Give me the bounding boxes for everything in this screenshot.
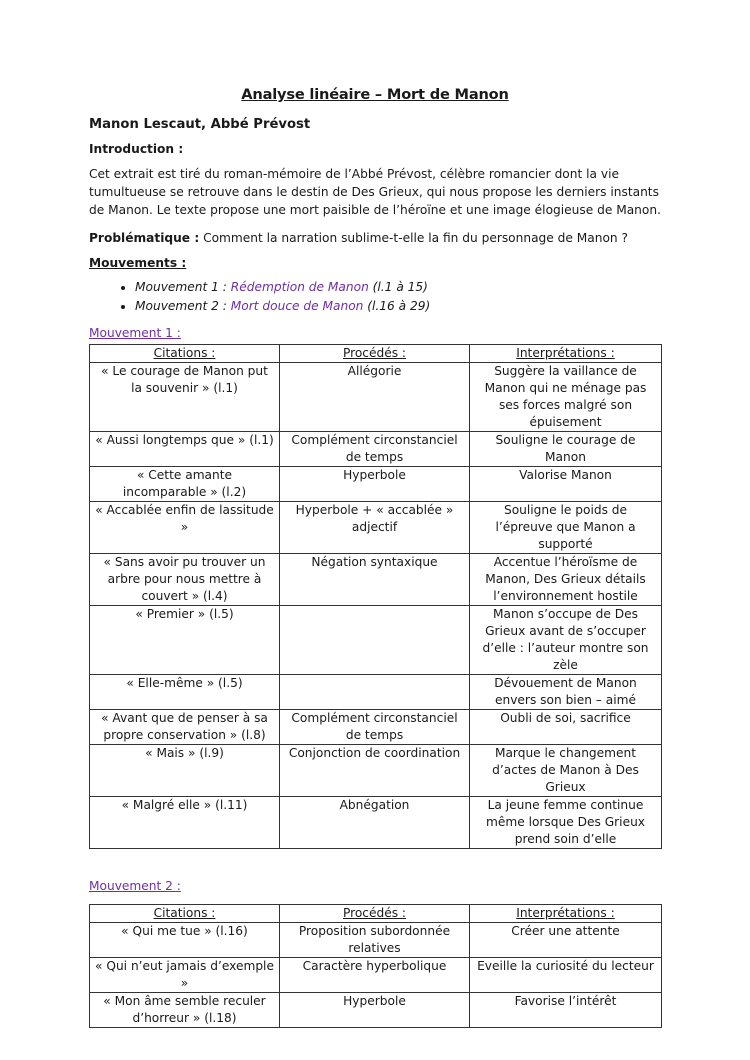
work-subtitle: Manon Lescaut, Abbé Prévost [89, 117, 311, 132]
cell-procede: Hyperbole [280, 993, 470, 1028]
header-procedes: Procédés : [280, 905, 470, 923]
analysis-table-1 [89, 344, 662, 849]
problematique-label: Problématique : [89, 231, 200, 245]
cell-citation: « Premier » (l.5) [90, 606, 280, 675]
cell-procede: Proposition subordonnée relatives [280, 923, 470, 958]
analysis-table-2 [89, 904, 662, 1028]
cell-interpretation: Marque le changement d’actes de Manon à Des Grieux [470, 745, 662, 797]
cell-citation: « Mon âme semble reculer d’horreur » (l.18) [90, 993, 280, 1028]
mouvements-heading: Mouvements : [89, 256, 187, 270]
cell-citation: « Cette amante incomparable » (l.2) [90, 467, 280, 502]
cell-procede: Négation syntaxique [280, 554, 470, 606]
cell-interpretation: Créer une attente [470, 923, 662, 958]
mouvement-prefix: Mouvement 2 : [135, 299, 231, 313]
cell-interpretation: Favorise l’intérêt [470, 993, 662, 1028]
cell-citation: « Avant que de penser à sa propre conservation » (l.8) [90, 710, 280, 745]
list-item [135, 278, 661, 297]
list-item [135, 297, 661, 316]
mouvements-list [89, 278, 661, 316]
document-page [89, 86, 661, 1028]
cell-citation: « Qui me tue » (l.16) [90, 923, 280, 958]
cell-procede: Caractère hyperbolique [280, 958, 470, 993]
cell-citation: « Elle-même » (l.5) [90, 675, 280, 710]
mouvement-prefix: Mouvement 1 : [135, 280, 231, 294]
cell-procede: Hyperbole + « accablée » adjectif [280, 502, 470, 554]
table-row [90, 675, 662, 710]
cell-citation: « Mais » (l.9) [90, 745, 280, 797]
intro-heading: Introduction : [89, 142, 184, 156]
table-header-row [90, 905, 662, 923]
header-interpretations: Interprétations : [470, 345, 662, 363]
cell-procede: Conjonction de coordination [280, 745, 470, 797]
table-row [90, 606, 662, 675]
cell-interpretation: Accentue l’héroïsme de Manon, Des Grieux détails l’environnement hostile [470, 554, 662, 606]
table-row [90, 958, 662, 993]
cell-interpretation: Manon s’occupe de Des Grieux avant de s’occuper d’elle : l’auteur montre son zèle [470, 606, 662, 675]
cell-interpretation: Souligne le poids de l’épreuve que Manon a supporté [470, 502, 662, 554]
cell-citation: « Qui n’eut jamais d’exemple » [90, 958, 280, 993]
table-row [90, 993, 662, 1028]
table-row [90, 554, 662, 606]
cell-interpretation: La jeune femme continue même lorsque Des Grieux prend soin d’elle [470, 797, 662, 849]
cell-interpretation: Eveille la curiosité du lecteur [470, 958, 662, 993]
cell-interpretation: Suggère la vaillance de Manon qui ne ménage pas ses forces malgré son épuisement [470, 363, 662, 432]
table-row [90, 432, 662, 467]
cell-procede: Complément circonstanciel de temps [280, 432, 470, 467]
cell-procede [280, 675, 470, 710]
cell-citation: « Le courage de Manon put la souvenir » (l.1) [90, 363, 280, 432]
table-row [90, 797, 662, 849]
page-title: Analyse linéaire – Mort de Manon [241, 86, 509, 103]
cell-interpretation: Oubli de soi, sacrifice [470, 710, 662, 745]
table-row [90, 710, 662, 745]
header-citations: Citations : [90, 345, 280, 363]
cell-procede: Hyperbole [280, 467, 470, 502]
section-2-label: Mouvement 2 : [89, 879, 181, 893]
header-interpretations: Interprétations : [470, 905, 662, 923]
cell-citation: « Malgré elle » (l.11) [90, 797, 280, 849]
problematique-text: Comment la narration sublime-t-elle la fin du personnage de Manon ? [199, 231, 629, 245]
header-citations: Citations : [90, 905, 280, 923]
table-row [90, 467, 662, 502]
mouvement-title: Mort douce de Manon [230, 299, 364, 313]
intro-paragraph: Cet extrait est tiré du roman-mémoire de l’Abbé Prévost, célèbre romancier dont la vie tumultueuse se retrouve dans le destin de Des Grieux, qui nous propose les derniers instants de Manon. Le texte propose une mort paisible de l’héroïne et une image élogieuse de Manon. [89, 167, 661, 217]
table-row [90, 923, 662, 958]
cell-interpretation: Dévouement de Manon envers son bien – aimé [470, 675, 662, 710]
cell-procede: Allégorie [280, 363, 470, 432]
table-row [90, 745, 662, 797]
cell-interpretation: Valorise Manon [470, 467, 662, 502]
cell-citation: « Sans avoir pu trouver un arbre pour nous mettre à couvert » (l.4) [90, 554, 280, 606]
table-row [90, 363, 662, 432]
mouvement-title: Rédemption de Manon [230, 280, 369, 294]
table-row [90, 502, 662, 554]
table-header-row [90, 345, 662, 363]
problematique [89, 229, 661, 247]
cell-procede: Abnégation [280, 797, 470, 849]
mouvement-range: (l.16 à 29) [363, 299, 431, 313]
cell-citation: « Aussi longtemps que » (l.1) [90, 432, 280, 467]
cell-procede: Complément circonstanciel de temps [280, 710, 470, 745]
mouvement-range: (l.1 à 15) [368, 280, 428, 294]
cell-interpretation: Souligne le courage de Manon [470, 432, 662, 467]
header-procedes: Procédés : [280, 345, 470, 363]
section-1-label: Mouvement 1 : [89, 326, 181, 340]
cell-procede [280, 606, 470, 675]
table-body-1 [90, 363, 662, 849]
cell-citation: « Accablée enfin de lassitude » [90, 502, 280, 554]
table-body-2 [90, 923, 662, 1028]
